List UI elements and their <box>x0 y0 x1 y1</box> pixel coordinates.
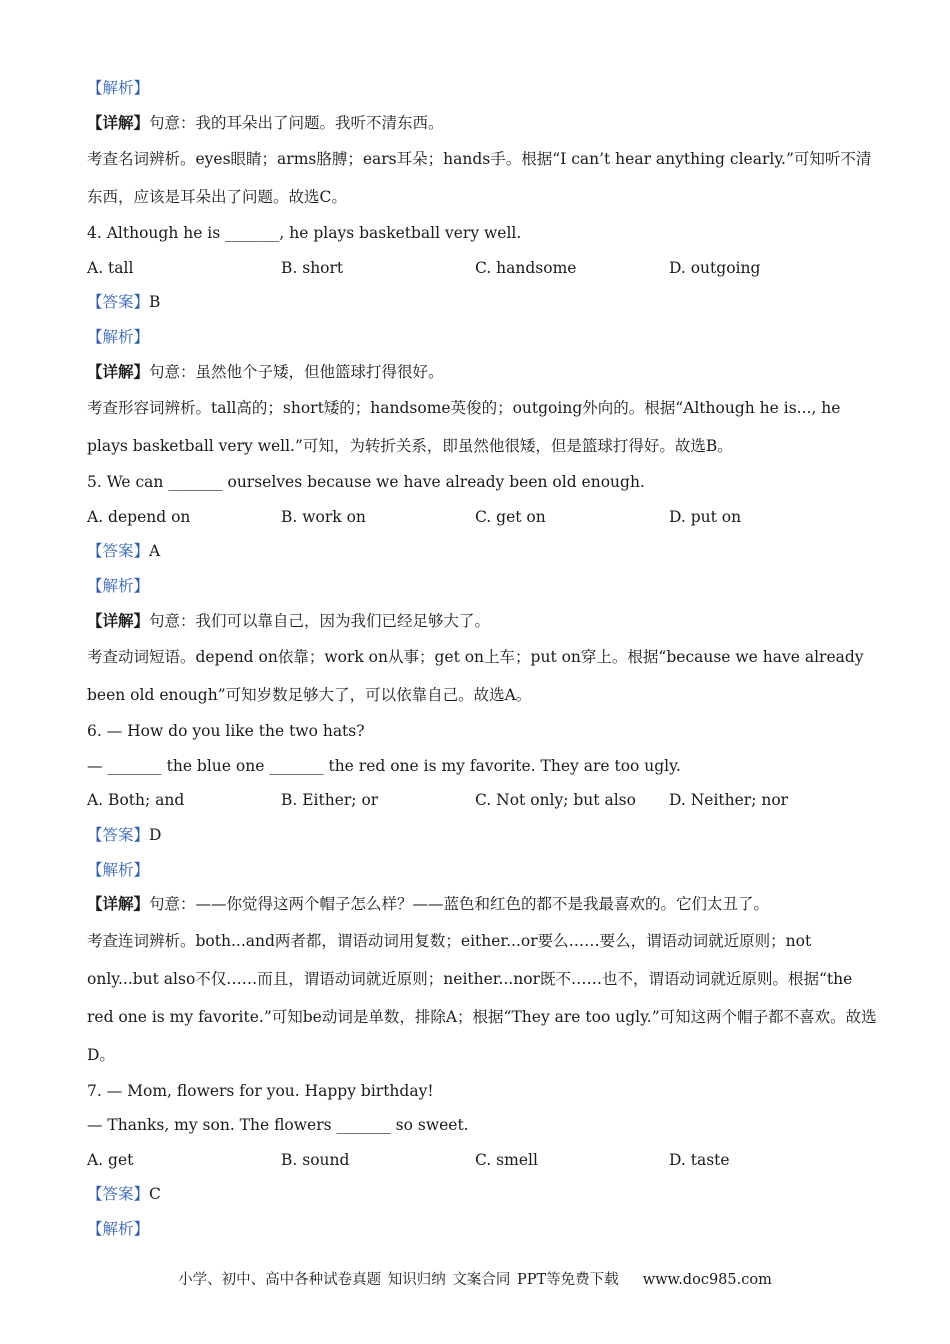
option-b: B. sound <box>281 1150 350 1169</box>
option-c: C. get on <box>475 507 546 526</box>
question-7-line-1: 7. — Mom, flowers for you. Happy birthday! <box>87 1081 434 1100</box>
section-jiexi: 【解析】 <box>87 79 150 97</box>
detail-line <box>87 604 877 639</box>
answer-value: C <box>149 1185 161 1204</box>
detail-tag: 【详解】 <box>87 361 150 381</box>
option-d: D. Neither; nor <box>669 791 789 810</box>
options-6 <box>87 783 877 818</box>
page-footer <box>0 1268 950 1289</box>
analysis-text: 考查名词辨析。eyes眼睛；arms胳膊；ears耳朵；hands手。根据“I can’t hear anything clearly.”可知听不清东西，应该是耳朵出了问题。故选C。 <box>87 150 872 207</box>
options-5 <box>87 500 877 535</box>
answer-4 <box>87 285 877 320</box>
section-jiexi: 【解析】 <box>87 1220 150 1239</box>
detail-text: 句意：我们可以靠自己，因为我们已经足够大了。 <box>149 611 491 630</box>
option-d: D. taste <box>669 1150 730 1169</box>
detail-tag: 【详解】 <box>87 894 150 914</box>
analysis-text: 考查连词辨析。both...and两者都，谓语动词用复数；either...or要么……要么，谓语动词就近原则；not only...but also不仅……而且，谓语动词就近原则；neither...nor既不……也不，谓语动词就近原则。根据“the red one is my favorite.”可知be动词是单数，排除A；根据“They are too ugly.”可知这两个帽子都不喜欢。故选D。 <box>87 931 877 1064</box>
detail-line <box>87 355 877 390</box>
option-b: B. Either; or <box>281 791 379 810</box>
question-6-line-1: 6. — How do you like the two hats? <box>87 722 365 741</box>
question-6-line-2: — _______ the blue one _______ the red one is my favorite. They are too ugly. <box>87 756 681 775</box>
option-b: B. short <box>281 258 344 277</box>
answer-tag: 【答案】 <box>87 1185 150 1204</box>
options-7 <box>87 1143 877 1178</box>
detail-text: 句意：虽然他个子矮，但他篮球打得很好。 <box>149 362 444 381</box>
option-a: A. get <box>87 1150 134 1169</box>
option-d: D. put on <box>669 507 742 526</box>
detail-text: 句意：我的耳朵出了问题。我听不清东西。 <box>149 113 444 132</box>
page-content <box>87 71 877 1247</box>
option-a: A. tall <box>87 258 134 277</box>
detail-line <box>87 887 877 922</box>
section-jiexi: 【解析】 <box>87 860 150 879</box>
detail-tag: 【详解】 <box>87 610 150 630</box>
detail-line <box>87 106 877 141</box>
option-d: D. outgoing <box>669 258 761 277</box>
section-jiexi: 【解析】 <box>87 327 150 346</box>
question-4: 4. Although he is _______, he plays basketball very well. <box>87 224 522 243</box>
answer-5 <box>87 534 877 569</box>
answer-7 <box>87 1177 877 1212</box>
options-4 <box>87 251 877 286</box>
answer-value: D <box>149 825 162 844</box>
analysis-text: 考查动词短语。depend on依靠；work on从事；get on上车；put on穿上。根据“because we have already been old enough”可知岁数足够大了，可以依靠自己。故选A。 <box>87 648 864 705</box>
answer-tag: 【答案】 <box>87 825 150 844</box>
answer-tag: 【答案】 <box>87 293 150 312</box>
footer-text: 小学、初中、高中各种试卷真题 知识归纳 文案合同 PPT等免费下载 <box>178 1272 619 1288</box>
answer-value: A <box>149 542 161 561</box>
option-c: C. Not only; but also <box>475 791 636 810</box>
analysis-text: 考查形容词辨析。tall高的；short矮的；handsome英俊的；outgoing外向的。根据“Although he is..., he plays basketball very well.”可知，为转折关系，即虽然他很矮，但是篮球打得好。故选B。 <box>87 399 841 456</box>
answer-value: B <box>149 293 161 312</box>
answer-6 <box>87 818 877 853</box>
question-7-line-2: — Thanks, my son. The flowers _______ so sweet. <box>87 1116 469 1135</box>
detail-tag: 【详解】 <box>87 112 150 132</box>
option-b: B. work on <box>281 507 366 526</box>
detail-text: 句意：——你觉得这两个帽子怎么样？——蓝色和红色的都不是我最喜欢的。它们太丑了。 <box>149 895 770 914</box>
answer-tag: 【答案】 <box>87 542 150 561</box>
option-c: C. handsome <box>475 258 577 277</box>
option-c: C. smell <box>475 1150 538 1169</box>
section-jiexi: 【解析】 <box>87 576 150 595</box>
option-a: A. depend on <box>87 507 191 526</box>
question-5: 5. We can _______ ourselves because we have already been old enough. <box>87 473 645 492</box>
footer-url[interactable]: www.doc985.com <box>642 1272 772 1288</box>
option-a: A. Both; and <box>87 791 185 810</box>
